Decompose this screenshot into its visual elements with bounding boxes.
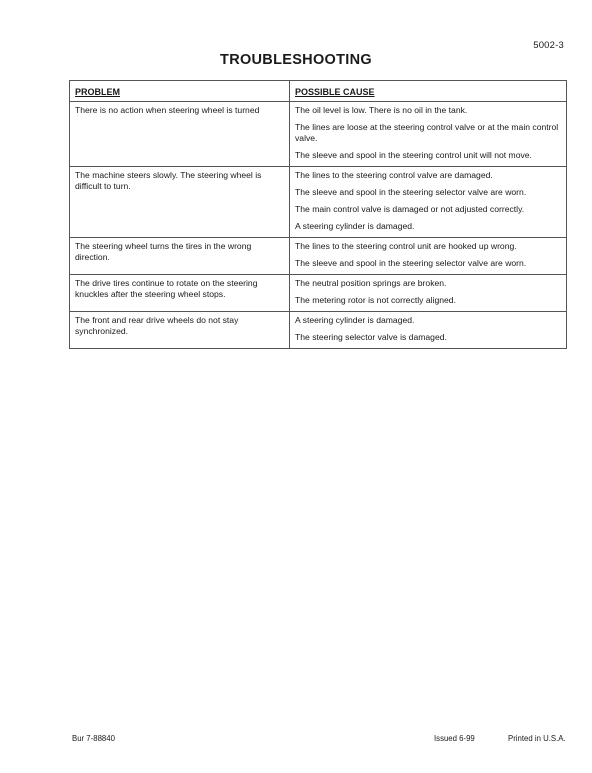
footer-issued: Issued 6-99: [434, 734, 475, 743]
cause-item: The oil level is low. There is no oil in the tank.: [295, 105, 468, 115]
problem-cell: The machine steers slowly. The steering wheel is difficult to turn.: [70, 167, 290, 238]
cause-item: The lines to the steering control valve are damaged.: [295, 170, 493, 180]
cause-item: The metering rotor is not correctly aligned.: [295, 295, 456, 305]
problem-cell: There is no action when steering wheel is turned: [70, 102, 290, 167]
possible-cause-cell: [290, 102, 567, 167]
table-row: [70, 275, 567, 312]
table-header-row: [70, 81, 567, 102]
possible-cause-cell: [290, 238, 567, 275]
possible-cause-cell: [290, 167, 567, 238]
cause-item: The sleeve and spool in the steering selector valve are worn.: [295, 187, 527, 197]
problem-cell: The steering wheel turns the tires in the wrong direction.: [70, 238, 290, 275]
cause-item: The lines to the steering control unit are hooked up wrong.: [295, 241, 517, 251]
page-title: TROUBLESHOOTING: [220, 52, 372, 68]
cause-item: The neutral position springs are broken.: [295, 278, 447, 288]
column-header-problem: PROBLEM: [70, 81, 290, 102]
column-header-possible-cause: POSSIBLE CAUSE: [290, 81, 567, 102]
troubleshooting-table: [69, 80, 567, 349]
cause-item: The steering selector valve is damaged.: [295, 332, 447, 342]
footer-printed: Printed in U.S.A.: [508, 734, 566, 743]
footer-doc-number: Bur 7-88840: [72, 734, 115, 743]
cause-item: The lines are loose at the steering control valve or at the main control valve.: [295, 122, 559, 143]
cause-item: A steering cylinder is damaged.: [295, 221, 415, 231]
table-header: [70, 81, 567, 102]
problem-cell: The front and rear drive wheels do not stay synchronized.: [70, 312, 290, 349]
possible-cause-cell: [290, 312, 567, 349]
cause-item: The sleeve and spool in the steering control unit will not move.: [295, 150, 532, 160]
cause-item: The sleeve and spool in the steering selector valve are worn.: [295, 258, 527, 268]
table-row: [70, 238, 567, 275]
cause-item: A steering cylinder is damaged.: [295, 315, 415, 325]
page-number: 5002-3: [533, 40, 564, 51]
table-row: [70, 102, 567, 167]
problem-cell: The drive tires continue to rotate on the steering knuckles after the steering wheel stops.: [70, 275, 290, 312]
cause-item: The main control valve is damaged or not adjusted correctly.: [295, 204, 525, 214]
table-row: [70, 167, 567, 238]
table-row: [70, 312, 567, 349]
possible-cause-cell: [290, 275, 567, 312]
table-body: [70, 102, 567, 349]
